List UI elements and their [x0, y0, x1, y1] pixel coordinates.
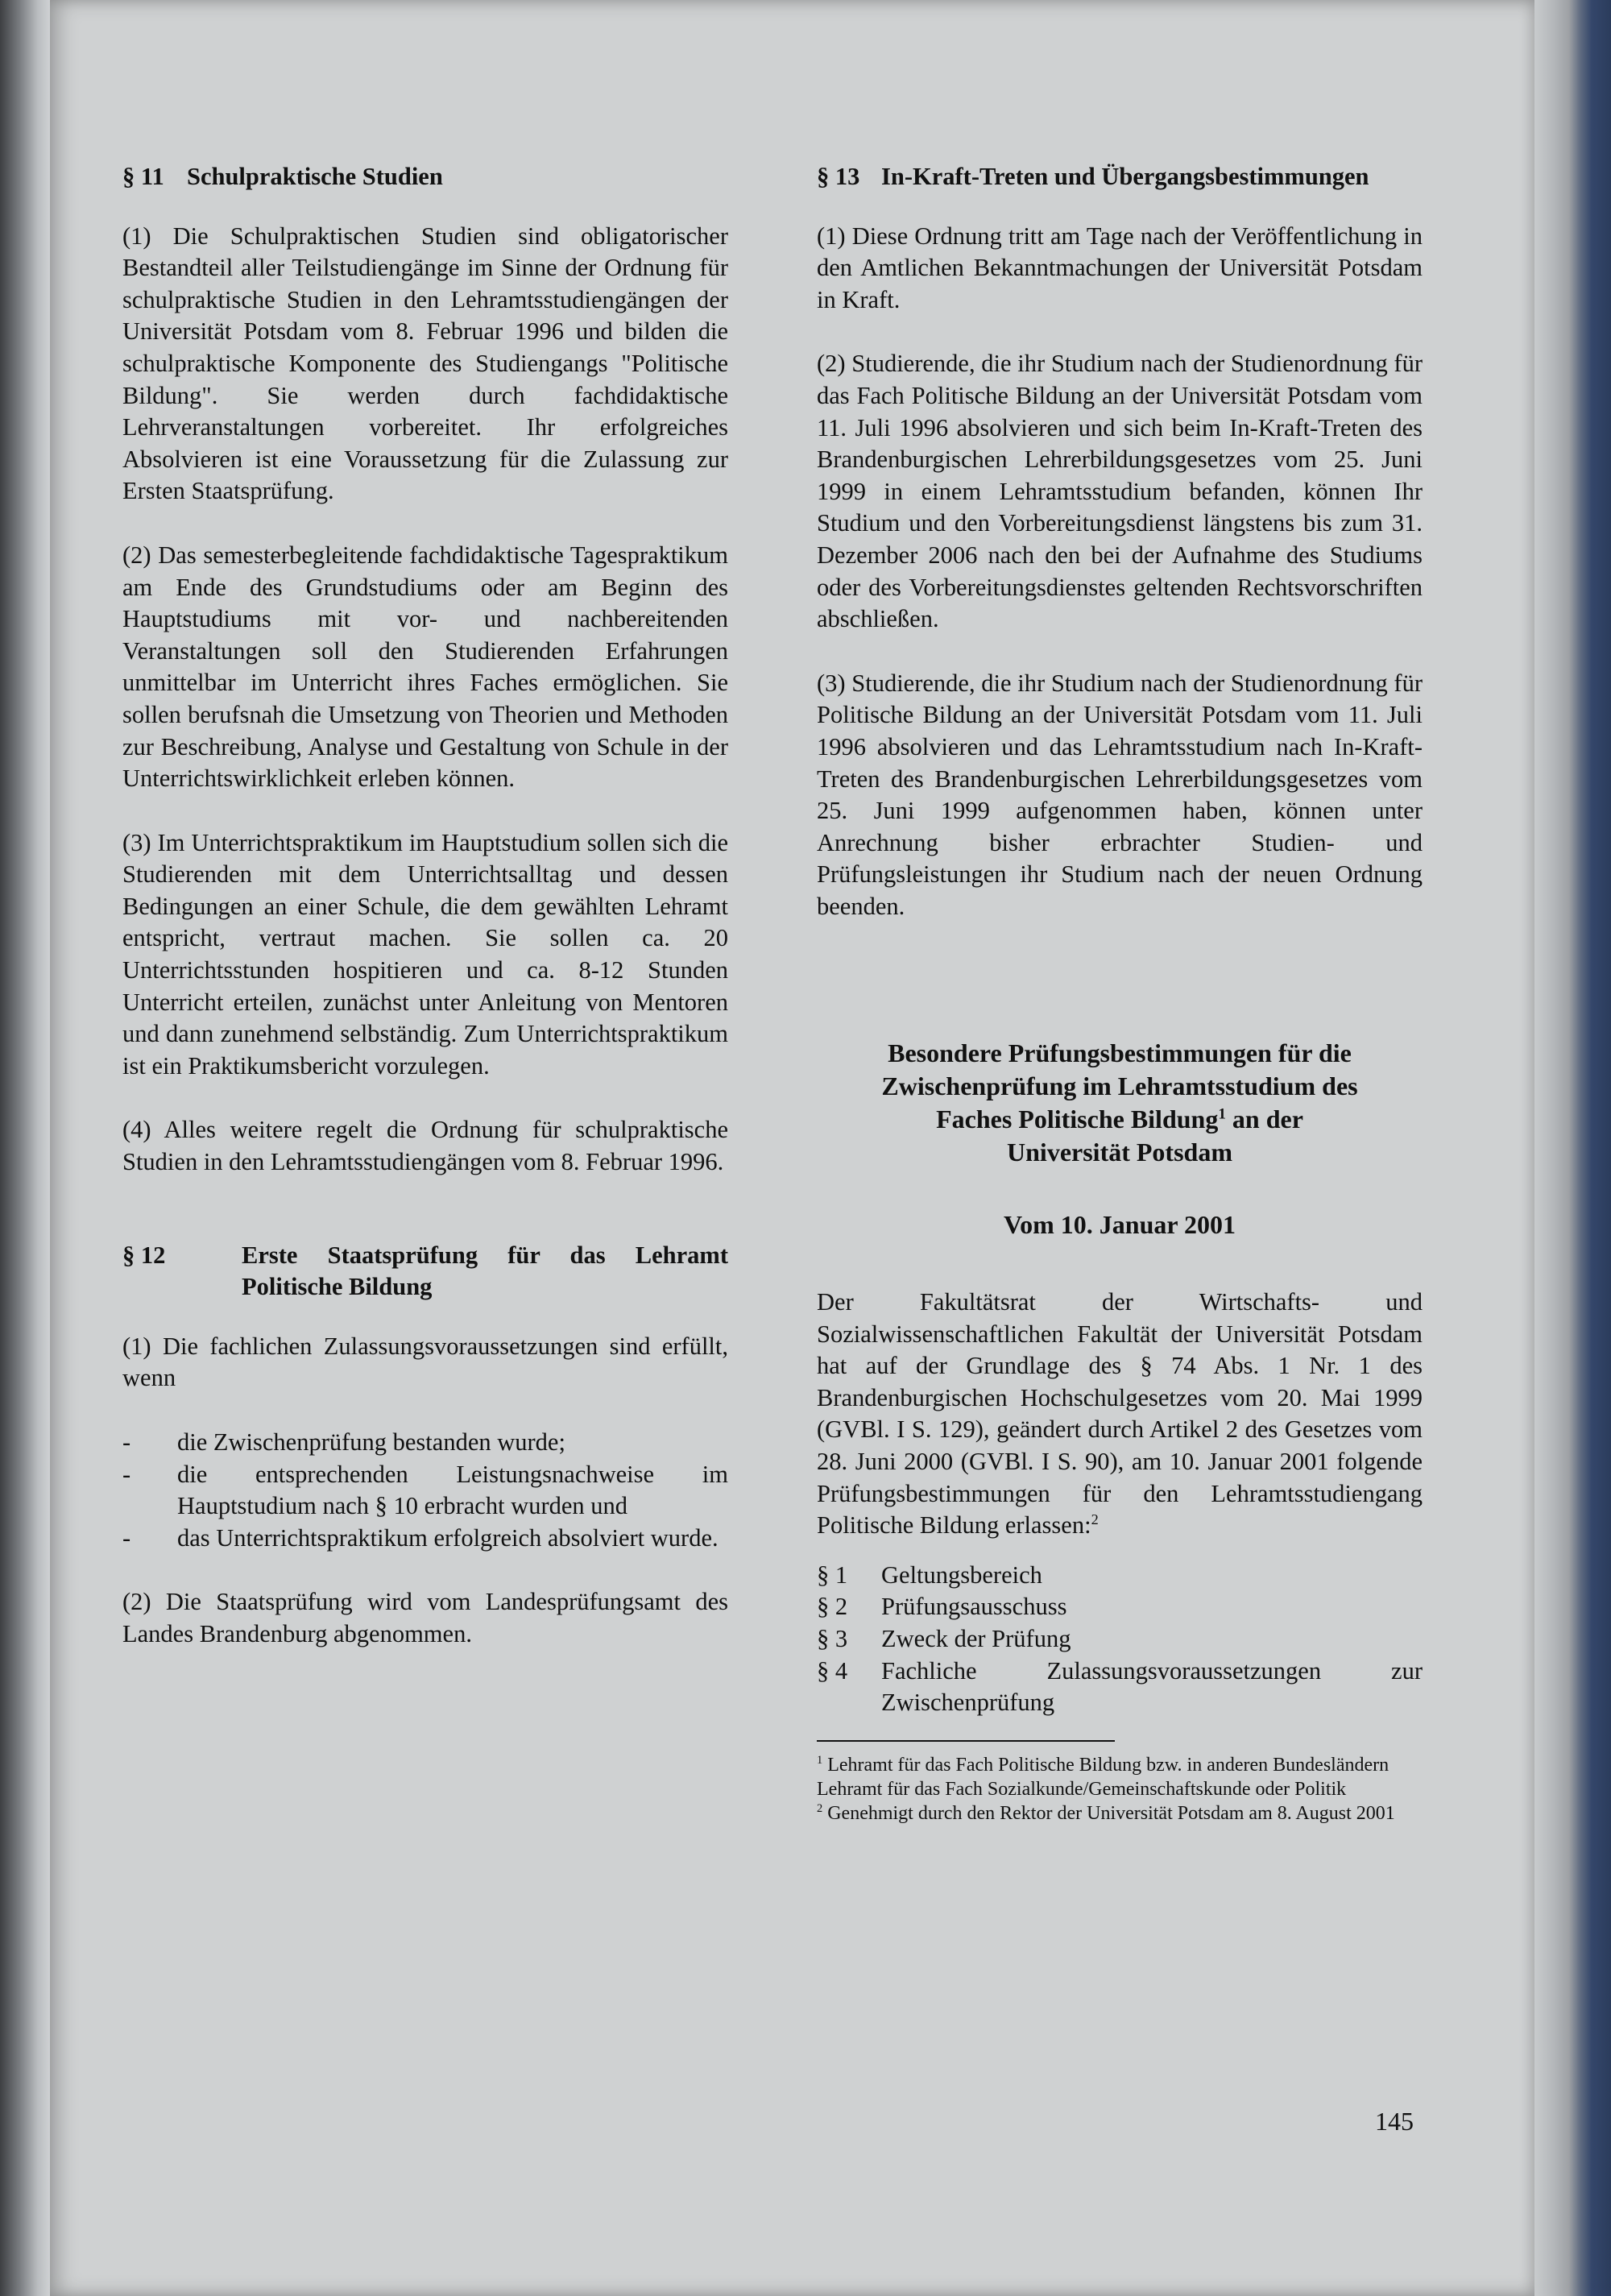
table-of-contents: [817, 1560, 1423, 1719]
s13-paragraph-2: (2) Studierende, die ihr Studium nach der Studienordnung für das Fach Politische Bildung an der Universität Potsdam vom 11. Juli 1996 absolvieren und sich beim In-Kraft-Treten des Brandenburgischen Lehrerbildungsgesetzes vom 25. Juni 1999 in einem Lehramtsstudium befanden, können Ihr Studium und den Vorbereitungsdienst längstens bis zum 31. Dezember 2006 nach den bei der Aufnahme des Studiums oder des Vorbereitungsdienstes geltenden Rechtsvorschriften abschließen.: [817, 350, 1423, 633]
footnote-2: $^2$ Genehmigt durch den Rektor der Universität Potsdam am 8. August 2001: [817, 1801, 1395, 1824]
s11-paragraph-4: (4) Alles weitere regelt die Ordnung für schulpraktische Studien in den Lehramtsstudiengängen vom 8. Februar 1996.: [122, 1116, 728, 1176]
toc-item: § 4 Fachliche Zulassungsvoraussetzungen zur Zwischenprüfung: [817, 1656, 1423, 1717]
dash-bullet: -: [122, 1460, 131, 1488]
footnote-divider: [817, 1740, 1115, 1742]
s12-paragraph-1: (1) Die fachlichen Zulassungsvoraussetzungen sind erfüllt, wenn: [122, 1332, 728, 1392]
s11-paragraph-1: (1) Die Schulpraktischen Studien sind obligatorischer Bestandteil aller Teilstudiengänge im Sinne der Ordnung für schulpraktische Studien in den Lehramtsstudiengängen der Universität Potsdam vom 8. Februar 1996 und bilden die schulpraktische Komponente des Studiengangs "Politische Bildung". Sie werden durch fachdidaktische Lehrveranstaltungen vorbereitet. Ihr erfolgreiches Absolvieren ist eine Voraussetzung für die Zulassung zur Ersten Staatsprüfung.: [122, 222, 728, 505]
document-date: Vom 10. Januar 2001: [1003, 1210, 1236, 1240]
list-item: - die entsprechenden Leistungsnachweise im Hauptstudium nach § 10 erbracht wurden und: [122, 1459, 728, 1523]
toc-item: § 1 Geltungsbereich: [817, 1560, 1042, 1589]
book-spine-edge: [0, 0, 50, 2296]
list-item: - das Unterrichtspraktikum erfolgreich absolviert wurde.: [122, 1523, 728, 1555]
section-13-heading: § 13 In-Kraft-Treten und Übergangsbestimmungen: [817, 161, 1423, 193]
s11-paragraph-3: (3) Im Unterrichtspraktikum im Hauptstudium sollen sich die Studierenden mit dem Unterrichtsalltag und dessen Bedingungen an einer Schule, die dem gewählten Lehramt entspricht, vertraut machen. Sie sollen ca. 20 Unterrichtsstunden hospitieren und ca. 8-12 Stunden Unterricht erteilen, zunächst unter Anleitung von Mentoren und dann zunehmend selbständig. Zum Unterrichtspraktikum ist ein Praktikumsbericht vorzulegen.: [122, 828, 728, 1080]
book-page-stack-edge: [1534, 0, 1611, 2296]
footnote-1: $^1$ Lehramt für das Fach Politische Bildung bzw. in anderen Bundesländern Lehramt für das Fach Sozialkunde/Gemeinschaftskunde oder Politik: [817, 1753, 1389, 1800]
footnote-ref-1: 1: [1218, 1105, 1226, 1123]
preamble: Der Fakultätsrat der Wirtschafts- und Sozialwissenschaftlichen Fakultät der Universität Potsdam hat auf der Grundlage des § 74 Abs. 1 Nr. 1 des Brandenburgischen Hochschulgesetzes vom 20. Mai 1999 (GVBl. I S. 129), geändert durch Artikel 2 des Gesetzes vom 28. Juni 2000 (GVBl. I S. 90), am 10. Januar 2001 folgende Prüfungsbestimmungen für den Lehramtsstudiengang Politische Bildung erlassen:$^2$: [817, 1288, 1423, 1540]
list-item: - die Zwischenprüfung bestanden wurde;: [122, 1427, 728, 1459]
section-12-heading: § 12 Erste Staatsprüfung für das Lehramt Politische Bildung: [122, 1240, 728, 1303]
s12-paragraph-2: (2) Die Staatsprüfung wird vom Landesprüfungsamt des Landes Brandenburg abgenommen.: [122, 1588, 728, 1647]
footnote-ref-2: 2: [1091, 1511, 1099, 1528]
dash-bullet: -: [122, 1428, 131, 1456]
section-11-title: Schulpraktische Studien: [187, 163, 443, 190]
s11-paragraph-2: (2) Das semesterbegleitende fachdidaktische Tagespraktikum am Ende des Grundstudiums oder am Beginn des Hauptstudiums mit vor- und nachbereitenden Veranstaltungen soll den Studierenden Erfahrungen unmittelbar im Unterricht ihres Faches ermöglichen. Sie sollen berufsnah die Umsetzung von Theorien und Methoden zur Beschreibung, Analyse und Gestaltung von Schule in der Unterrichtswirklichkeit erleben können.: [122, 541, 728, 793]
page-number: 145: [1375, 2107, 1414, 2136]
s12-condition-list: [122, 1427, 728, 1554]
document-page: [50, 0, 1534, 2296]
toc-item: § 3 Zweck der Prüfung: [817, 1625, 1071, 1652]
s13-paragraph-3: (3) Studierende, die ihr Studium nach der Studienordnung für Politische Bildung an der Universität Potsdam vom 11. Juli 1996 absolvieren und das Lehramtsstudium nach In-Kraft-Treten des Brandenburgischen Lehrerbildungsgesetzes vom 25. Juni 1999 aufgenommen haben, können unter Anrechnung bisher erbrachter Studien- und Prüfungsleistungen ihr Studium nach der neuen Ordnung beenden.: [817, 669, 1423, 920]
dash-bullet: -: [122, 1523, 131, 1552]
section-12-title: Erste Staatsprüfung für das Lehramt Politische Bildung: [242, 1241, 728, 1301]
section-13-title: In-Kraft-Treten und Übergangsbestimmungen: [881, 163, 1369, 190]
left-column: [122, 161, 728, 1683]
s13-paragraph-1: (1) Diese Ordnung tritt am Tage nach der Veröffentlichung in den Amtlichen Bekanntmachungen der Universität Potsdam in Kraft.: [817, 222, 1423, 313]
document-title: Besondere Prüfungsbestimmungen für die Zwischenprüfung im Lehramtsstudium des Faches Politische Bildung$^1$ an der Universität Potsdam: [881, 1038, 1358, 1167]
toc-item: § 2 Prüfungsausschuss: [817, 1593, 1067, 1621]
section-11-heading: § 11 Schulpraktische Studien: [122, 161, 728, 193]
right-column: [817, 161, 1423, 1826]
